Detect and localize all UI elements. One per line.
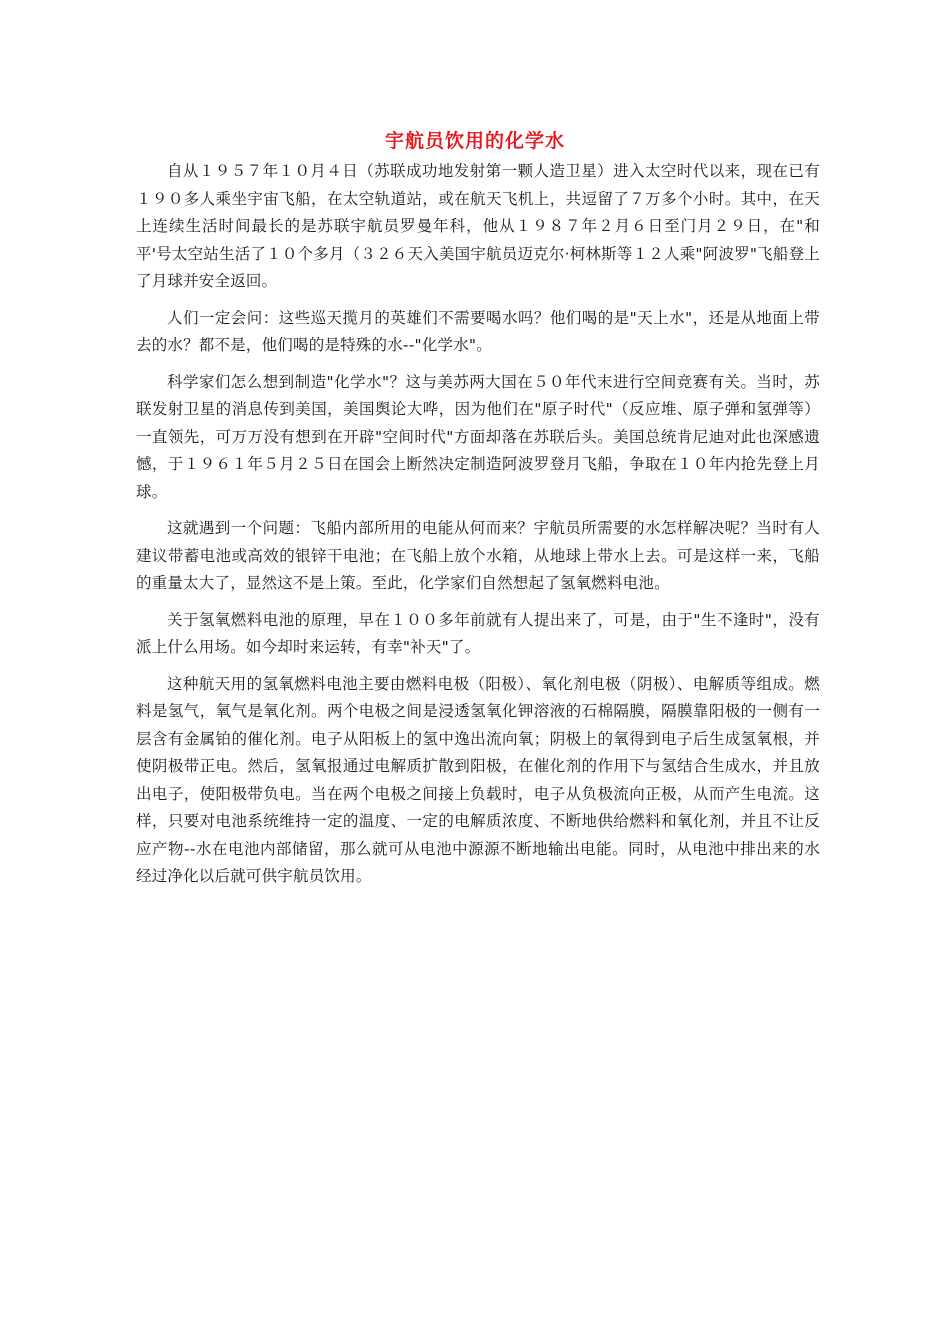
paragraph-3: 科学家们怎么想到制造"化学水"？这与美苏两大国在５０年代末进行空间竞赛有关。当时，苏联发射卫星的消息传到美国，美国舆论大哗，因为他们在"原子时代"（反应堆、原子弹和氢弹等）一直领先，可万万没有想到在开辟"空间时代"方面却落在苏联后头。美国总统肯尼迪对此也深感遗憾，于１９６１年５月２５日在国会上断然决定制造阿波罗登月飞船，争取在１０年内抢先登上月球。 (136, 372, 820, 501)
paragraph-4: 这就遇到一个问题：飞船内部所用的电能从何而来？宇航员所需要的水怎样解决呢？当时有人建议带蓄电池或高效的银锌干电池；在飞船上放个水箱，从地球上带水上去。可是这样一来，飞船的重量太大了，显然这不是上策。至此，化学家们自然想起了氢氧燃料电池。 (136, 519, 820, 592)
document-body (136, 158, 820, 900)
document-title: 宇航员饮用的化学水 (384, 130, 565, 152)
paragraph-5: 关于氢氧燃料电池的原理，早在１００多年前就有人提出来了，可是，由于"生不逢时"，没有派上什么用场。如今却时来运转，有幸"补天"了。 (136, 610, 820, 656)
paragraph-1: 自从１９５７年１０月４日（苏联成功地发射第一颗人造卫星）进入太空时代以来，现在已有１９０多人乘坐宇宙飞船，在太空轨道站，或在航天飞机上，共逗留了７万多个小时。其中，在天上连续生活时间最长的是苏联宇航员罗曼年科，他从１９８７年２月６日至门月２９日，在"和平'号太空站生活了１０个多月（３２６天入美国宇航员迈克尔·柯林斯等１２人乘"阿波罗"飞船登上了月球并安全返回。 (136, 162, 820, 290)
paragraph-6: 这种航天用的氢氧燃料电池主要由燃料电极（阳极）、氧化剂电极（阴极）、电解质等组成。燃料是氢气，氧气是氧化剂。两个电极之间是浸透氢氧化钾溶液的石棉隔膜，隔膜靠阳极的一侧有一层含有金属铂的催化剂。电子从阳板上的氢中逸出流向氧；阴极上的氧得到电子后生成氢氧根，并使阴极带正电。然后，氢氧报通过电解质扩散到阳极，在催化剂的作用下与氢结合生成水，并且放出电子，使阳极带负电。当在两个电极之间接上负载时，电子从负极流向正极，从而产生电流。这样，只要对电池系统维持一定的温度、一定的电解质浓度、不断地供给燃料和氧化剂，并且不让反应产物--水在电池内部储留，那么就可从电池中源源不断地输出电能。同时，从电池中排出来的水经过净化以后就可供宇航员饮用。 (136, 674, 820, 885)
paragraph-2: 人们一定会问：这些巡天揽月的英雄们不需要喝水吗？他们喝的是"天上水"，还是从地面上带去的水？都不是，他们喝的是特殊的水--"化学水"。 (136, 308, 820, 354)
